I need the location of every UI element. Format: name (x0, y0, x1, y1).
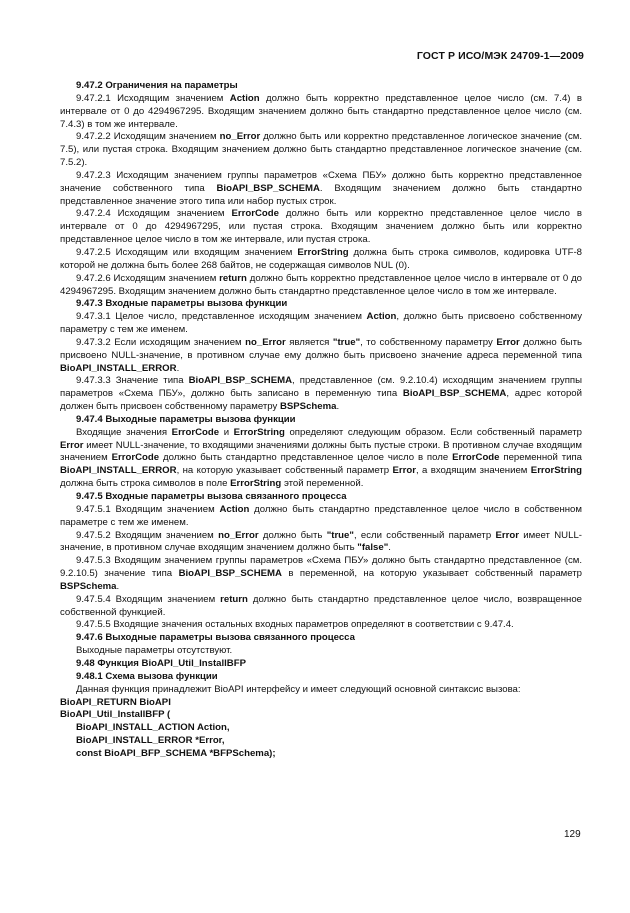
code-line: BioAPI_Util_InstallBFP ( (60, 709, 171, 721)
body-paragraph (60, 131, 582, 170)
body-paragraph (60, 170, 582, 209)
body-paragraph (60, 504, 582, 530)
bold-term: BioAPI_BSP_SCHEMA (402, 388, 507, 400)
bold-term: 9.47.5 Входные параметры вызова связанного процесса (76, 491, 347, 502)
bold-term: "false" (357, 542, 389, 554)
section-heading (60, 671, 582, 684)
text-run: 9.47.3.3 Значение типа (76, 375, 189, 387)
bold-term: Error (392, 465, 416, 477)
body-paragraph (60, 530, 582, 556)
text-run: в переменной, на которую указывает собственный параметр (281, 568, 582, 580)
text-run: Данная функция принадлежит BioAPI интерфейсу и имеет следующий основной синтаксис вызова: (76, 683, 521, 695)
text-run: должно быть стандартно представленное целое число в поле (159, 452, 453, 464)
text-run: 9.47.2.3 Исходящим значением группы параметров «Схема ПБУ» должно быть корректно представленное значение собственного типа (60, 169, 582, 194)
bold-term: Error (496, 336, 520, 348)
text-run: должно быть (258, 529, 327, 541)
text-run: должно быть корректно представленное целое число в интервале от 0 до 4294967295. Входящим значением должно быть стандартно представленное целое число в том же интервале. (60, 272, 583, 297)
text-run: и (219, 426, 234, 438)
body-paragraph (60, 684, 582, 697)
bold-term: return (219, 272, 247, 284)
bold-term: 9.47.2 Ограничения на параметры (76, 80, 238, 91)
text-run: переменной типа (499, 452, 582, 464)
text-run: имеет NULL-значение, то входящими значениями должны быть пустые строки. В противном случае входящим значением (60, 439, 582, 464)
bold-term: ErrorCode (231, 208, 279, 220)
body-paragraph (60, 247, 582, 273)
text-run: должно быть или корректно представленное целое число в интервале от 0 до 4294967295, или пустая строка. Входящим значением должно быть или корректно представленное целое число в том же интервале, или пустая строка. (60, 208, 582, 246)
bold-term: BioAPI_INSTALL_ERROR (60, 465, 177, 477)
text-run: 9.47.2.4 Исходящим значением (76, 208, 232, 220)
body-paragraph (60, 427, 582, 491)
page-number: 129 (564, 829, 581, 840)
body-paragraph (60, 208, 582, 247)
text-run: 9.47.5.4 Входящим значением (76, 593, 221, 605)
body-paragraph (60, 375, 582, 414)
section-heading (60, 80, 582, 93)
section-heading (60, 491, 582, 504)
code-line: BioAPI_INSTALL_ERROR *Error, (76, 735, 225, 747)
bold-term: no_Error (245, 336, 286, 348)
bold-term: "true" (326, 529, 354, 541)
text-run: 9.47.5.5 Входящие значения остальных входных параметров определяют в соответствии с 9.47.4. (76, 619, 514, 631)
code-line: BioAPI_RETURN BioAPI (60, 696, 171, 708)
bold-term: ErrorString (233, 426, 285, 438)
bold-term: BioAPI_BSP_SCHEMA (216, 182, 320, 194)
text-run: , если собственный параметр (353, 529, 496, 541)
bold-term: ErrorCode (171, 426, 220, 438)
section-heading (60, 298, 582, 311)
text-run: Входящие значения (76, 426, 172, 438)
body-paragraph (60, 555, 582, 594)
section-heading (60, 658, 582, 671)
text-run: . (388, 542, 391, 554)
code-line: BioAPI_INSTALL_ACTION Action, (76, 722, 230, 734)
body-paragraph (60, 273, 582, 299)
text-run: . Входящим значением должно быть стандартно представленное значение этого типа или набор пустых строк. (60, 182, 582, 207)
bold-term: 9.47.3 Входные параметры вызова функции (76, 298, 288, 310)
body-paragraph (60, 645, 582, 658)
bold-term: Action (366, 311, 397, 323)
text-run: должно быть корректно представленное целое число (см. 7.4) в интервале от 0 до 4294967295. Входящим значением должно быть стандартно представленное целое число (см. 7.4.3) в том же интервале. (60, 92, 583, 130)
bold-term: no_Error (218, 529, 259, 541)
text-run: 9.47.2.2 Исходящим значением (76, 131, 220, 143)
text-run: 9.47.3.1 Целое число, представленное исходящим значением (76, 311, 367, 323)
document-body (60, 80, 582, 761)
bold-term: 9.47.4 Выходные параметры вызова функции (76, 413, 296, 425)
text-run: , представленное (см. 9.2.10.4) исходящим значением группы параметров «Схема ПБУ», должно быть записано в переменную типа (60, 375, 582, 400)
text-run: 9.47.2.1 Исходящим значением (76, 92, 230, 104)
bold-term: BSPSchema (60, 580, 117, 592)
bold-term: ErrorCode (111, 452, 160, 464)
text-run: должна быть строка символов в поле (60, 478, 231, 490)
bold-term: 9.48.1 Схема вызова функции (76, 670, 218, 682)
bold-term: BioAPI_INSTALL_ERROR (60, 362, 177, 374)
bold-term: no_Error (219, 131, 261, 143)
text-run: 9.47.3.2 Если исходящим значением (76, 336, 246, 348)
text-run: 9.47.2.6 Исходящим значением (76, 272, 220, 284)
bold-term: Action (219, 503, 250, 515)
bold-term: ErrorString (530, 465, 582, 477)
text-run: 9.47.5.2 Входящим значением (76, 529, 219, 541)
bold-term: BSPSchema (279, 401, 337, 413)
text-run: 9.47.5.1 Входящим значением (76, 503, 220, 515)
text-run: определяют следующим образом. Если собственный параметр (284, 426, 582, 438)
text-run: должно быть присвоено NULL-значение, в противном случае ему должно быть присвоено значение адреса переменной типа (60, 336, 582, 361)
code-line: const BioAPI_BFP_SCHEMA *BFPSchema); (76, 747, 276, 759)
text-run: , а входящим значением (415, 465, 531, 477)
text-run: должно быть стандартно представленное целое число в собственном параметре с тем же именем. (60, 503, 582, 528)
text-run: , адрес которой должен быть присвоен собственному параметру (60, 388, 582, 413)
text-run: является (285, 336, 333, 348)
bold-term: BioAPI_BSP_SCHEMA (188, 375, 293, 387)
bold-term: ErrorString (297, 246, 349, 258)
body-paragraph (60, 337, 582, 376)
text-run: , на которую указывает собственный параметр (176, 465, 393, 477)
bold-term: ErrorCode (452, 452, 500, 464)
text-run: имеет NULL-значение, в противном случае входящим значением должно быть (60, 529, 582, 554)
text-run: этой переменной. (281, 478, 364, 490)
bold-term: 9.47.6 Выходные параметры вызова связанного процесса (76, 632, 355, 644)
text-run: 9.47.5.3 Входящим значением группы параметров «Схема ПБУ» должно быть стандартно представленное (см. 9.2.10.5) значение типа (60, 555, 582, 580)
bold-term: "true" (332, 336, 361, 348)
text-run: должно быть или корректно представленное логическое значение (см. 7.5), или пустая строка. Входящим значением должно быть стандартно представленное логическое значение (см. 7.5.2). (60, 131, 583, 169)
text-run: , должно быть присвоено собственному параметру с тем же именем. (60, 311, 582, 336)
body-paragraph (60, 594, 582, 620)
text-run: . (116, 580, 120, 592)
text-run: Выходные параметры отсутствуют. (76, 645, 233, 657)
bold-term: Error (60, 439, 84, 451)
text-run: 9.47.2.5 Исходящим или входящим значением (76, 246, 298, 258)
section-heading (60, 414, 582, 427)
section-heading (60, 632, 582, 645)
bold-term: ErrorString (230, 478, 282, 490)
body-paragraph (60, 619, 582, 632)
bold-term: Action (229, 92, 260, 104)
body-paragraph (60, 311, 582, 337)
bold-term: BioAPI_BSP_SCHEMA (178, 568, 282, 580)
standard-header: ГОСТ Р ИСО/МЭК 24709-1—2009 (416, 50, 584, 62)
text-run: должна быть строка символов, кодировка UTF-8 которой не должна быть более 268 байтов, не содержащая символов NUL (0). (60, 246, 582, 271)
text-run: должно быть стандартно представленное целое число, возвращенное собственной функцией. (60, 593, 582, 618)
body-paragraph (60, 93, 582, 132)
text-run: . (176, 362, 180, 374)
bold-term: 9.48 Функция BioAPI_Util_InstallBFP (76, 657, 246, 669)
text-run: , то собственному параметру (360, 336, 497, 348)
bold-term: Error (495, 529, 519, 541)
bold-term: return (220, 593, 248, 605)
text-run: . (336, 401, 340, 413)
